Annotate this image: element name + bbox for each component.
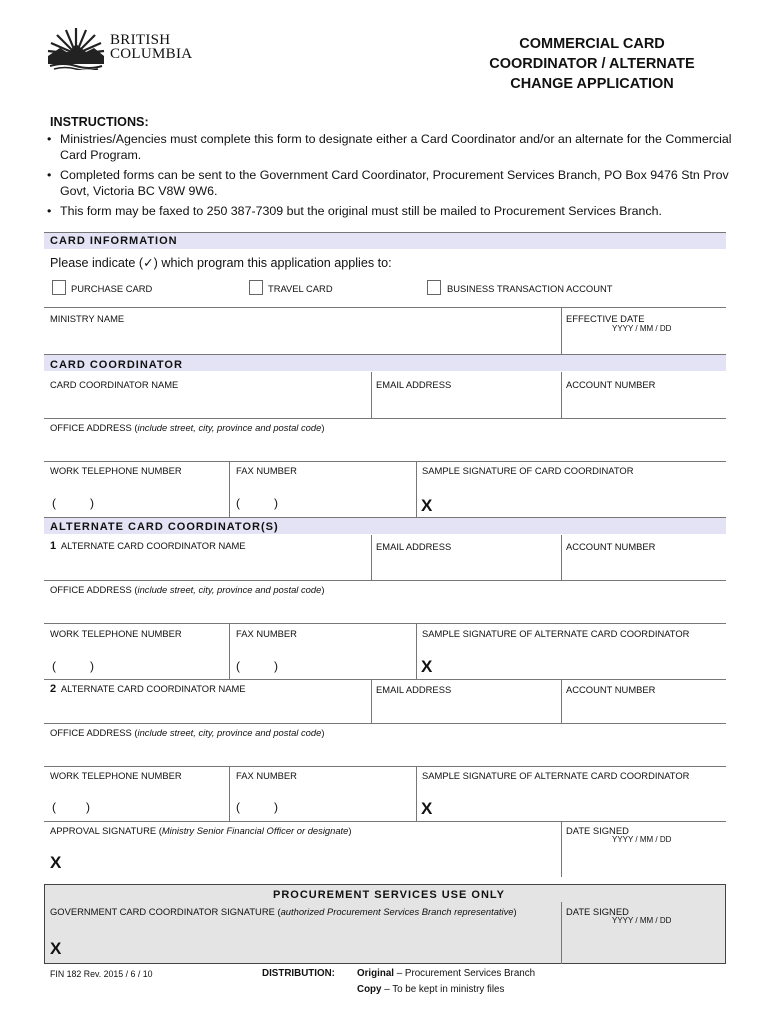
travel-card-label: TRAVEL CARD <box>268 283 333 294</box>
alternate-1-fax-area-open: ( <box>236 659 240 673</box>
alternate-1-signature-x-mark: X <box>421 657 433 676</box>
approval-signature-field[interactable] <box>46 838 558 875</box>
alternate-1-phone-area-close: ) <box>90 659 94 673</box>
procurement-date-label: DATE SIGNED <box>566 906 629 917</box>
program-prompt: Please indicate (✓) which program this application applies to: <box>50 256 392 270</box>
alternate-1-fax-label: FAX NUMBER <box>236 628 297 639</box>
alternate-1-phone-label: WORK TELEPHONE NUMBER <box>50 628 182 639</box>
purchase-card-checkbox[interactable] <box>52 280 66 295</box>
coordinator-phone-area-open: ( <box>52 496 56 510</box>
card-info-title: CARD INFORMATION <box>50 235 178 247</box>
coordinator-account-label: ACCOUNT NUMBER <box>566 379 656 390</box>
alternate-2-phone-area-close: ) <box>86 800 90 814</box>
alternate-2-phone-area-open: ( <box>52 800 56 814</box>
alternate-1-name-field[interactable] <box>46 554 368 578</box>
alternate-1-phone-field[interactable] <box>46 641 226 677</box>
alternate-2-email-field[interactable] <box>373 697 559 721</box>
effective-date-label: EFFECTIVE DATE <box>566 313 645 324</box>
alternate-1-office-address-field[interactable] <box>46 597 724 621</box>
alternate-2-name-label: 2 ALTERNATE CARD COORDINATOR NAME <box>50 683 246 695</box>
bc-sun-logo-icon <box>46 24 106 70</box>
alternate-1-office-address-label: OFFICE ADDRESS (include street, city, province and postal code) <box>50 584 325 595</box>
instructions-heading: INSTRUCTIONS: <box>50 115 149 129</box>
coordinator-fax-area-close: ) <box>274 496 278 510</box>
logo-wordmark <box>110 33 192 61</box>
alternate-2-account-label: ACCOUNT NUMBER <box>566 684 656 695</box>
distribution-copy: Copy – To be kept in ministry files <box>357 984 505 995</box>
title-line-3: CHANGE APPLICATION <box>510 76 674 92</box>
coordinator-email-field[interactable] <box>373 392 559 416</box>
distribution-original: Original – Procurement Services Branch <box>357 968 536 979</box>
alternate-1-account-label: ACCOUNT NUMBER <box>566 541 656 552</box>
effective-date-field[interactable] <box>563 334 725 352</box>
government-coordinator-signature-label: GOVERNMENT CARD COORDINATOR SIGNATURE (authorized Procurement Services Branch representative) <box>50 906 517 917</box>
logo-line-2: COLUMBIA <box>110 46 193 62</box>
coordinator-fax-area-open: ( <box>236 496 240 510</box>
coordinator-office-address-label: OFFICE ADDRESS (include street, city, province and postal code) <box>50 422 325 433</box>
procurement-date-format: YYYY / MM / DD <box>612 916 672 925</box>
instructions <box>50 114 740 223</box>
alternate-2-office-address-field[interactable] <box>46 740 724 764</box>
alternate-2-email-label: EMAIL ADDRESS <box>376 684 452 695</box>
approval-date-label: DATE SIGNED <box>566 825 629 836</box>
approval-date-format: YYYY / MM / DD <box>612 835 672 844</box>
alternate-1-signature-field[interactable] <box>418 641 725 677</box>
instruction-item: • Ministries/Agencies must complete this form to designate either a Card Coordinator and/or an alternate for the Commercial Card Program. <box>50 131 740 163</box>
coordinator-title: CARD COORDINATOR <box>50 359 183 371</box>
ministry-name-field[interactable] <box>46 326 558 352</box>
coordinator-name-field[interactable] <box>46 392 368 416</box>
distribution-label: DISTRIBUTION: <box>262 968 335 979</box>
purchase-card-label: PURCHASE CARD <box>71 283 153 294</box>
instruction-item: • Completed forms can be sent to the Government Card Coordinator, Procurement Services Branch, PO Box 9476 Stn Prov Govt, Victoria BC V8W 9W6. <box>50 167 740 199</box>
ministry-name-label: MINISTRY NAME <box>50 313 125 324</box>
coordinator-signature-label: SAMPLE SIGNATURE OF CARD COORDINATOR <box>422 465 634 476</box>
coordinator-office-address-field[interactable] <box>46 435 724 459</box>
effective-date-format: YYYY / MM / DD <box>612 324 672 333</box>
approval-signature-label: APPROVAL SIGNATURE (Ministry Senior Financial Officer or designate) <box>50 825 352 836</box>
alternate-1-fax-field[interactable] <box>231 641 414 677</box>
title-line-2: COORDINATOR / ALTERNATE <box>489 56 695 72</box>
logo-line-1: BRITISH <box>110 32 171 48</box>
coordinator-phone-field[interactable] <box>46 478 226 514</box>
instruction-item: • This form may be faxed to 250 387-7309 but the original must still be mailed to Procurement Services Branch. <box>50 203 740 219</box>
alternate-1-email-label: EMAIL ADDRESS <box>376 541 452 552</box>
coordinator-fax-label: FAX NUMBER <box>236 465 297 476</box>
bc-logo <box>46 24 196 74</box>
procurement-title: PROCUREMENT SERVICES USE ONLY <box>273 889 505 901</box>
alternate-2-signature-field[interactable] <box>418 783 725 819</box>
coordinator-signature-field[interactable] <box>418 478 725 514</box>
alternate-2-office-address-label: OFFICE ADDRESS (include street, city, province and postal code) <box>50 727 325 738</box>
alternate-2-fax-field[interactable] <box>231 783 414 819</box>
form-title <box>470 34 714 94</box>
coordinator-phone-label: WORK TELEPHONE NUMBER <box>50 465 182 476</box>
alternate-2-fax-area-open: ( <box>236 800 240 814</box>
coordinator-signature-x-mark: X <box>421 496 433 515</box>
alternate-2-phone-label: WORK TELEPHONE NUMBER <box>50 770 182 781</box>
alternate-2-phone-field[interactable] <box>46 783 226 819</box>
coordinator-phone-area-close: ) <box>90 496 94 510</box>
coordinator-account-field[interactable] <box>563 392 725 416</box>
approval-date-field[interactable] <box>563 846 725 875</box>
alternates-title: ALTERNATE CARD COORDINATOR(S) <box>50 521 279 533</box>
government-coordinator-signature-field[interactable] <box>47 918 559 962</box>
alternate-2-fax-label: FAX NUMBER <box>236 770 297 781</box>
alternate-2-name-field[interactable] <box>46 697 368 721</box>
alternate-1-account-field[interactable] <box>563 554 725 578</box>
alternate-2-signature-label: SAMPLE SIGNATURE OF ALTERNATE CARD COORDINATOR <box>422 770 690 781</box>
instructions-list <box>50 131 740 219</box>
alternate-2-fax-area-close: ) <box>274 800 278 814</box>
alternate-1-phone-area-open: ( <box>52 659 56 673</box>
alternate-2-account-field[interactable] <box>563 697 725 721</box>
alternate-1-signature-label: SAMPLE SIGNATURE OF ALTERNATE CARD COORDINATOR <box>422 628 690 639</box>
form-number: FIN 182 Rev. 2015 / 6 / 10 <box>50 969 153 979</box>
government-coordinator-signature-x-mark: X <box>50 939 62 958</box>
alternate-1-email-field[interactable] <box>373 554 559 578</box>
alternate-1-fax-area-close: ) <box>274 659 278 673</box>
business-transaction-account-label: BUSINESS TRANSACTION ACCOUNT <box>447 283 613 294</box>
alternate-2-signature-x-mark: X <box>421 799 433 818</box>
travel-card-checkbox[interactable] <box>249 280 263 295</box>
alternate-1-name-label: 1 ALTERNATE CARD COORDINATOR NAME <box>50 540 246 552</box>
coordinator-fax-field[interactable] <box>231 478 414 514</box>
procurement-date-field[interactable] <box>563 928 723 962</box>
coordinator-email-label: EMAIL ADDRESS <box>376 379 452 390</box>
coordinator-name-label: CARD COORDINATOR NAME <box>50 379 179 390</box>
business-transaction-account-checkbox[interactable] <box>427 280 441 295</box>
approval-signature-x-mark: X <box>50 853 62 872</box>
title-line-1: COMMERCIAL CARD <box>519 36 665 52</box>
